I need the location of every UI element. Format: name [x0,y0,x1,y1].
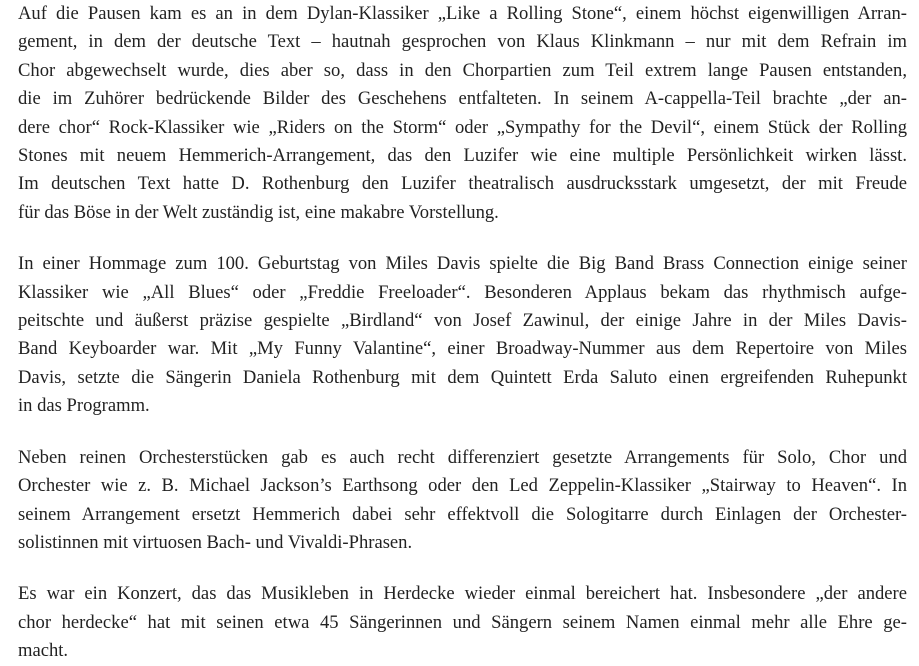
paragraph-line: dere chor“ Rock-Klassiker wie „Riders on the Storm“ oder „Sympathy for the Devil“, einem Stück der Rolling [18,116,907,138]
paragraph-line: gement, in dem der deutsche Text – hautnah gesprochen von Klaus Klinkmann – nur mit dem Refrain im [18,31,907,53]
paragraph-line: Davis, setzte die Sängerin Daniela Rothenburg mit dem Quintett Erda Saluto einen ergreifenden Ruhepunkt [18,366,907,388]
paragraph-line: für das Böse in der Welt zuständig ist, eine makabre Vorstellung. [18,201,499,223]
paragraph-line: Es war ein Konzert, das das Musikleben in Herdecke wieder einmal bereichert hat. Insbesondere „der andere [18,583,907,605]
paragraph-orchestra-arrangements [18,444,907,558]
paragraph-line: Klassiker wie „All Blues“ oder „Freddie Freeloader“. Besonderen Applaus bekam das rhythmisch aufge- [18,281,907,303]
paragraph-line: Auf die Pausen kam es an in dem Dylan-Klassiker „Like a Rolling Stone“, einem höchst eigenwilligen Arran- [18,3,907,24]
paragraph-line: Chor abgewechselt wurde, dies aber so, dass in den Chorpartien zum Teil extrem lange Pausen entstanden, [18,59,907,81]
paragraph-line: solistinnen mit virtuosen Bach- und Vivaldi-Phrasen. [18,531,413,553]
paragraph-line: Im deutschen Text hatte D. Rothenburg den Luzifer theatralisch ausdrucksstark umgesetzt, der mit Freude [18,173,907,195]
paragraph-line: macht. [18,640,69,662]
paragraph-line: In einer Hommage zum 100. Geburtstag von Miles Davis spielte die Big Band Brass Connection einige seiner [18,253,907,275]
paragraph-line: die im Zuhörer bedrückende Bilder des Geschehens entfalteten. In seinem A-cappella-Teil brachte „der an- [18,88,907,110]
paragraph-line: chor herdecke“ hat mit seinen etwa 45 Sängerinnen und Sängern seinem Namen einmal mehr alle Ehre ge- [18,611,907,633]
paragraph-rolling-stone [18,0,907,227]
paragraph-line: Stones mit neuem Hemmerich-Arrangement, das den Luzifer wie eine multiple Persönlichkeit wirken lässt. [18,145,907,167]
paragraph-line: Orchester wie z. B. Michael Jackson’s Earthsong oder den Led Zeppelin-Klassiker „Stairway to Heaven“. In [18,475,907,497]
paragraph-line: peitschte und äußerst präzise gespielte „Birdland“ von Josef Zawinul, der einige Jahre in der Miles Davis- [18,310,907,332]
paragraph-line: seinem Arrangement ersetzt Hemmerich dabei sehr effektvoll die Sologitarre durch Einlagen der Orchester- [18,503,907,525]
paragraph-concert-summary [18,580,907,665]
paragraph-line: Band Keyboarder war. Mit „My Funny Valantine“, einer Broadway-Nummer aus dem Repertoire von Miles [18,338,907,360]
paragraph-line: Neben reinen Orchesterstücken gab es auch recht differenziert gesetzte Arrangements für Solo, Chor und [18,446,907,468]
paragraph-line: in das Programm. [18,395,150,417]
paragraph-miles-davis [18,250,907,420]
